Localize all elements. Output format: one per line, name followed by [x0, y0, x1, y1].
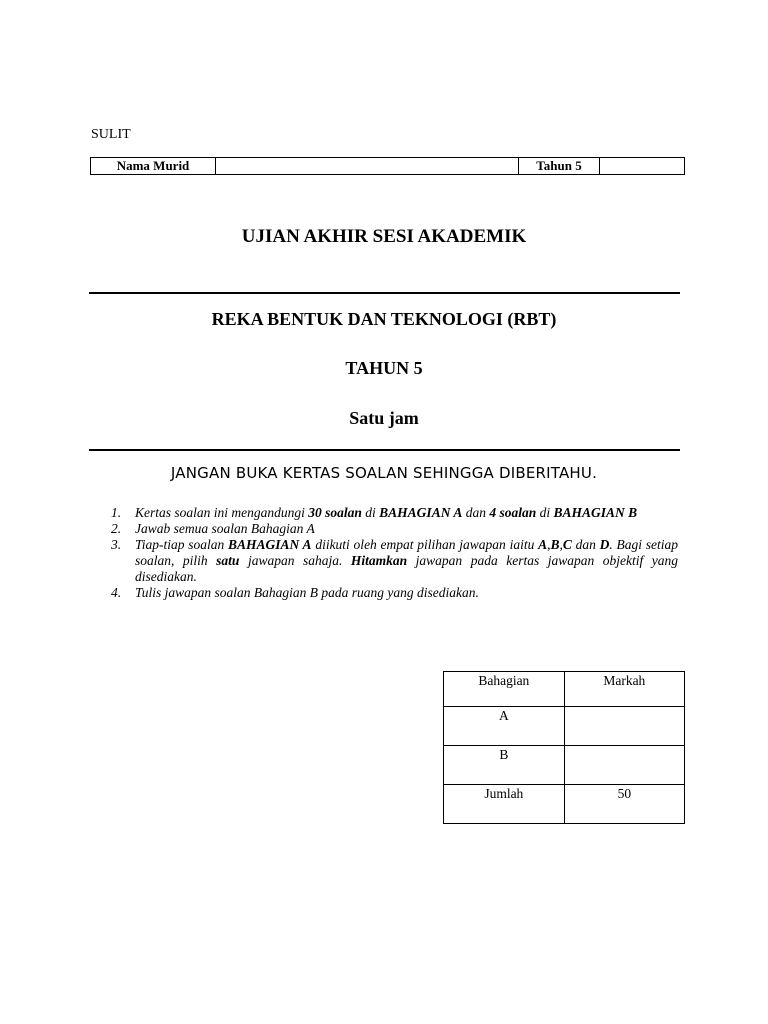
instruction-text: satu	[216, 553, 240, 568]
marks-row-b-label: B	[444, 746, 565, 785]
instruction-text: A	[538, 537, 548, 552]
marks-row-total-score: 50	[564, 785, 684, 824]
instruction-text: BAHAGIAN B	[553, 505, 638, 520]
instruction-item	[111, 505, 678, 521]
name-label: Nama Murid	[91, 158, 216, 175]
instruction-text: C	[562, 537, 572, 552]
divider-top	[89, 292, 680, 294]
instruction-item	[111, 521, 678, 537]
duration-title: Satu jam	[349, 408, 419, 428]
instruction-text: jawapan sahaja.	[239, 553, 351, 568]
name-field[interactable]	[216, 158, 519, 175]
instruction-text: BAHAGIAN A	[379, 505, 463, 520]
instruction-item	[111, 585, 678, 601]
student-header-table	[90, 157, 685, 175]
instruction-text: B	[550, 537, 560, 552]
instruction-text: di	[536, 505, 554, 520]
instruction-text: dan	[571, 537, 600, 552]
marks-row-b-score	[564, 746, 684, 785]
instruction-text: dan	[462, 505, 490, 520]
instruction-text: di	[361, 505, 380, 520]
instruction-text: 4 soalan	[489, 505, 537, 520]
year-field[interactable]	[600, 158, 685, 175]
divider-bottom	[89, 449, 680, 451]
instruction-number: 3.	[111, 537, 122, 552]
instruction-text: jawapan pada kertas jawapan objektif yang disediakan.	[135, 553, 678, 584]
year-title: TAHUN 5	[345, 358, 423, 378]
warning-text: JANGAN BUKA KERTAS SOALAN SEHINGGA DIBERITAHU.	[170, 464, 598, 482]
marks-header-score: Markah	[564, 672, 684, 707]
instruction-text: ,	[559, 537, 563, 552]
marks-header-section: Bahagian	[444, 672, 565, 707]
year-label: Tahun 5	[519, 158, 600, 175]
marks-row-a-score	[564, 707, 684, 746]
instruction-text: Tulis jawapan soalan Bahagian B pada ruang yang disediakan.	[135, 585, 479, 600]
instruction-text: 30 soalan	[308, 505, 362, 520]
sulit-label: SULIT	[91, 127, 131, 142]
instruction-number: 1.	[111, 505, 122, 520]
instruction-text: Kertas soalan ini mengandungi	[135, 505, 309, 520]
instruction-text: D	[599, 537, 610, 552]
instruction-text: Jawab semua soalan Bahagian A	[135, 521, 315, 536]
instruction-text: Tiap-tiap soalan	[135, 537, 229, 552]
instructions-list	[111, 505, 678, 601]
marks-table	[443, 671, 685, 824]
instruction-number: 2.	[111, 521, 122, 536]
instruction-text: diikuti oleh empat pilihan jawapan iaitu	[311, 537, 539, 552]
instruction-text: BAHAGIAN A	[228, 537, 312, 552]
instruction-number: 4.	[111, 585, 122, 600]
instruction-item	[111, 537, 678, 585]
exam-title: UJIAN AKHIR SESI AKADEMIK	[241, 226, 527, 247]
instruction-text: ,	[547, 537, 551, 552]
instruction-text: . Bagi setiap soalan, pilih	[135, 537, 679, 568]
marks-row-a-label: A	[444, 707, 565, 746]
marks-row-total-label: Jumlah	[444, 785, 565, 824]
instruction-text: Hitamkan	[350, 553, 408, 568]
subject-title: REKA BENTUK DAN TEKNOLOGI (RBT)	[211, 309, 557, 329]
